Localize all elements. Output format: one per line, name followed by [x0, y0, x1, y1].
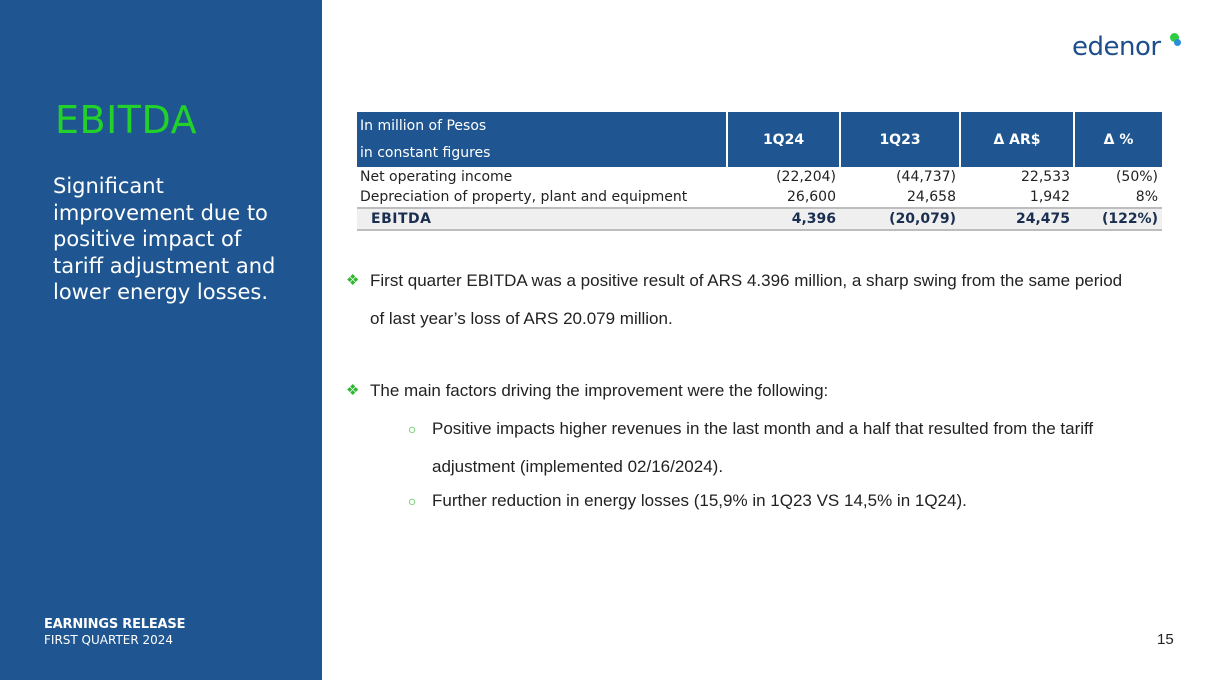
cell-value: 8%: [1135, 189, 1158, 205]
sub-bullet-text-line: Positive impacts higher revenues in the last month and a half that resulted from the tariff: [432, 419, 1094, 438]
edenor-logo: [1072, 32, 1184, 66]
page-subtitle: Significant improvement due to positive impact of tariff adjustment and lower energy losses.: [53, 174, 276, 304]
page-number: 15: [1157, 631, 1174, 648]
sub-bullet-text-line: Further reduction in energy losses (15,9% in 1Q23 VS 14,5% in 1Q24).: [432, 491, 967, 510]
cell-value: 1,942: [1029, 189, 1070, 205]
diamond-bullet-icon: ❖: [346, 272, 360, 289]
table-header-row: [357, 112, 1162, 167]
cell-value: (22,204): [776, 169, 836, 185]
table-row: [357, 187, 1162, 208]
cell-value: 22,533: [1021, 169, 1070, 185]
total-label: EBITDA: [357, 208, 727, 230]
sub-bullet-text-line: adjustment (implemented 02/16/2024).: [432, 457, 724, 476]
logo-dot-blue-icon: [1174, 39, 1181, 46]
bullet-text-line: The main factors driving the improvement were the following:: [370, 381, 829, 400]
bullet-text-line: First quarter EBITDA was a positive result of ARS 4.396 million, a sharp swing from the same period: [370, 271, 1123, 290]
header-label-line-1: In million of Pesos: [360, 117, 487, 134]
logo-text: edenor: [1072, 32, 1161, 62]
cell-value: (50%): [1115, 169, 1158, 185]
circle-bullet-icon: ○: [408, 493, 417, 509]
circle-bullet-icon: ○: [408, 421, 417, 437]
column-header: 1Q23: [840, 112, 960, 167]
ebitda-table: [357, 112, 1162, 231]
bullet-item: [346, 372, 1176, 410]
total-value: (20,079): [840, 208, 960, 230]
row-label: Depreciation of property, plant and equipment: [360, 189, 688, 205]
sub-bullet-item: [408, 410, 1176, 486]
total-value: (122%): [1074, 208, 1162, 230]
column-header: Δ %: [1074, 112, 1162, 167]
diamond-bullet-icon: ❖: [346, 382, 360, 399]
page-title: EBITDA: [55, 98, 198, 142]
total-value: 4,396: [727, 208, 840, 230]
table-row: [357, 167, 1162, 187]
bullet-text-line: of last year’s loss of ARS 20.079 million.: [370, 309, 673, 328]
total-value: 24,475: [960, 208, 1074, 230]
column-header: 1Q24: [727, 112, 840, 167]
row-label: Net operating income: [360, 169, 513, 185]
header-label-line-2: in constant figures: [360, 144, 491, 161]
sub-bullet-item: [408, 482, 1176, 520]
total-row: [357, 208, 1162, 230]
footer-line-1: EARNINGS RELEASE: [44, 617, 186, 632]
cell-value: (44,737): [896, 169, 956, 185]
column-header: Δ AR$: [960, 112, 1074, 167]
cell-value: 26,600: [787, 189, 836, 205]
footer-label: [44, 617, 185, 647]
footer-line-2: FIRST QUARTER 2024: [44, 633, 174, 647]
cell-value: 24,658: [907, 189, 956, 205]
header-label: [357, 112, 727, 167]
sidebar-panel: [0, 0, 322, 680]
bullet-item: [346, 262, 1176, 338]
bullet-list: [346, 262, 1176, 520]
